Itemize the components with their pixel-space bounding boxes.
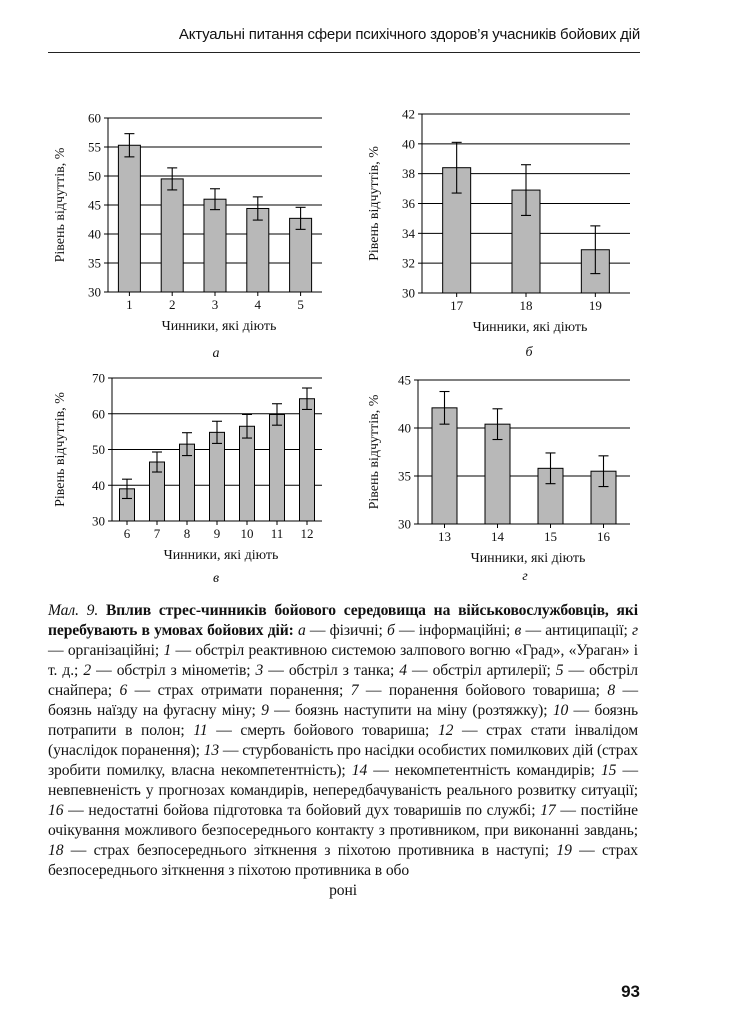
- caption-text: — некомпетентність командирів;: [367, 762, 601, 779]
- y-tick-label: 38: [402, 166, 415, 182]
- y-axis-label: Рівень відчуттів, %: [367, 394, 382, 510]
- caption-key: 10: [552, 702, 569, 719]
- y-tick-label: 36: [402, 196, 415, 211]
- chart-v: [52, 370, 332, 570]
- caption-text: — організаційні;: [48, 642, 164, 659]
- caption-key: 4: [399, 662, 407, 679]
- caption-text: — страх стати інвалідом (унаслідок поранення);: [48, 722, 638, 759]
- caption-key: 19: [556, 842, 572, 859]
- y-axis-label: Рівень відчуттів, %: [53, 392, 68, 507]
- header-rule: [48, 52, 640, 53]
- caption-text: — страх безпосереднього зіткнення з піхотою противника в обо: [48, 842, 638, 879]
- y-tick-label: 30: [398, 516, 411, 532]
- caption-text: — обстріл реактивною системою залпового вогню «Град», «Ураган» і т. д.;: [48, 642, 638, 679]
- caption-text: — обстріл снайпера;: [48, 662, 638, 699]
- y-tick-label: 30: [92, 513, 105, 529]
- x-tick-label: 18: [519, 298, 533, 313]
- x-tick-label: 12: [300, 526, 314, 541]
- x-tick-label: 4: [254, 297, 262, 312]
- caption-key: 16: [48, 802, 64, 819]
- caption-key: 1: [163, 642, 172, 659]
- bar: [161, 179, 183, 292]
- running-header: Актуальні питання сфери психічного здоров’я учасників бойових дій: [178, 26, 640, 43]
- caption-key: г: [631, 622, 638, 639]
- y-tick-label: 45: [88, 197, 101, 213]
- y-tick-label: 42: [402, 106, 415, 122]
- x-tick-label: 5: [297, 297, 304, 312]
- bar: [432, 408, 457, 524]
- x-tick-label: 3: [211, 297, 219, 312]
- caption-key: 6: [119, 682, 128, 699]
- x-axis-label: Чинники, які діють: [161, 319, 277, 334]
- caption-text: — страх отримати поранення;: [127, 682, 351, 699]
- y-tick-label: 70: [92, 370, 105, 386]
- y-tick-label: 45: [398, 372, 411, 388]
- x-tick-label: 2: [168, 297, 176, 312]
- caption-key: а: [297, 622, 306, 639]
- caption-key: в: [514, 622, 522, 639]
- x-tick-label: 9: [213, 526, 221, 541]
- caption-text: — антиципації;: [521, 622, 632, 639]
- caption-text: — боязнь потрапити в полон;: [48, 702, 639, 739]
- caption-last-line: роні: [329, 882, 357, 899]
- y-tick-label: 30: [402, 285, 415, 301]
- y-tick-label: 34: [402, 225, 415, 241]
- caption-text: — боязнь наступити на міну (розтяжку);: [268, 702, 553, 719]
- caption-key: 18: [48, 842, 64, 859]
- y-tick-label: 50: [92, 442, 105, 457]
- x-tick-label: 11: [270, 526, 284, 541]
- x-tick-label: 14: [491, 529, 504, 544]
- caption-text: — недостатні бойова підготовка та бойовий дух товаришів по службі;: [63, 802, 541, 819]
- bar: [270, 414, 285, 521]
- caption-text: — стурбованість про насідки особистих помилкових дій (страх зробити помилку, власна некомпетентність);: [48, 742, 638, 779]
- x-tick-label: 1: [126, 297, 133, 312]
- y-tick-label: 40: [402, 136, 415, 152]
- caption-text: — смерть бойового товариша;: [207, 722, 438, 739]
- caption-key: 15: [600, 762, 617, 779]
- caption-label: Мал. 9.: [48, 602, 99, 619]
- chart-a: [52, 110, 332, 340]
- caption-key: 9: [261, 702, 269, 719]
- y-tick-label: 55: [88, 139, 101, 155]
- caption-body: [48, 622, 638, 879]
- caption-text: — поранення бойового товариша;: [358, 682, 608, 699]
- x-tick-label: 16: [597, 529, 610, 544]
- caption-key: 5: [555, 662, 564, 679]
- y-tick-label: 60: [92, 406, 105, 422]
- y-tick-label: 32: [402, 255, 415, 271]
- caption-text: — обстріл артилерії;: [406, 662, 556, 679]
- bar: [247, 208, 269, 292]
- x-tick-label: 8: [183, 526, 191, 541]
- panel-letter-a: а: [212, 346, 220, 361]
- figure-caption: [48, 601, 638, 901]
- chart-g: [368, 372, 640, 570]
- y-tick-label: 60: [88, 110, 101, 126]
- caption-key: 2: [83, 662, 92, 679]
- caption-key: б: [386, 622, 395, 639]
- bar: [118, 145, 140, 292]
- caption-key: 8: [607, 682, 616, 699]
- x-axis-label: Чинники, які діють: [163, 548, 279, 563]
- bar: [300, 399, 315, 521]
- caption-text: — невпевненість у прогнозах командирів, непередбачуваність реального розвитку ситуації;: [48, 762, 639, 799]
- y-axis-label: Рівень відчуттів, %: [367, 146, 382, 261]
- caption-key: 12: [437, 722, 454, 739]
- panel-letter-g: г: [522, 569, 528, 584]
- caption-text: — боязнь наїзду на фугасну міну;: [48, 682, 638, 719]
- bar: [210, 432, 225, 521]
- caption-title: Вплив стрес-чинників бойового середовища на військовослужбовців, які перебувають в умовах бойових дій:: [48, 602, 638, 639]
- y-tick-label: 50: [88, 168, 101, 184]
- caption-key: 11: [193, 722, 208, 739]
- caption-text: — фізичні;: [305, 622, 387, 639]
- caption-text: — інформаційні;: [394, 622, 515, 639]
- panel-letter-b: б: [525, 345, 533, 360]
- y-tick-label: 30: [88, 284, 101, 300]
- y-tick-label: 40: [92, 477, 105, 493]
- x-axis-label: Чинники, які діють: [472, 320, 588, 335]
- caption-text: — обстріл з мінометів;: [91, 662, 256, 679]
- x-tick-label: 10: [240, 526, 254, 541]
- x-tick-label: 6: [123, 526, 131, 541]
- y-tick-label: 35: [398, 468, 411, 484]
- page-number: 93: [621, 982, 640, 1001]
- y-axis-label: Рівень відчуттів, %: [53, 147, 68, 263]
- caption-text: — постійне очікування можливого безпосереднього контакту з противником, при виконанні завдань;: [48, 802, 638, 839]
- caption-key: 17: [540, 802, 556, 819]
- chart-b: [368, 107, 640, 339]
- bar: [204, 199, 226, 292]
- caption-text: — страх безпосереднього зіткнення з піхотою противника в наступі;: [63, 842, 557, 859]
- caption-key: 14: [351, 762, 368, 779]
- caption-key: 13: [203, 742, 220, 759]
- caption-text: — обстріл з танка;: [263, 662, 400, 679]
- caption-key: 7: [350, 682, 359, 699]
- x-tick-label: 13: [438, 529, 451, 544]
- x-tick-label: 7: [153, 526, 161, 541]
- bar: [240, 426, 255, 521]
- x-axis-label: Чинники, які діють: [470, 551, 586, 566]
- x-tick-label: 15: [544, 529, 557, 544]
- panel-letter-v: в: [212, 571, 220, 586]
- caption-key: 3: [255, 662, 264, 679]
- x-tick-label: 19: [588, 298, 602, 313]
- y-tick-label: 35: [88, 255, 101, 271]
- x-tick-label: 17: [450, 298, 464, 313]
- y-tick-label: 40: [398, 420, 411, 436]
- y-tick-label: 40: [88, 226, 101, 242]
